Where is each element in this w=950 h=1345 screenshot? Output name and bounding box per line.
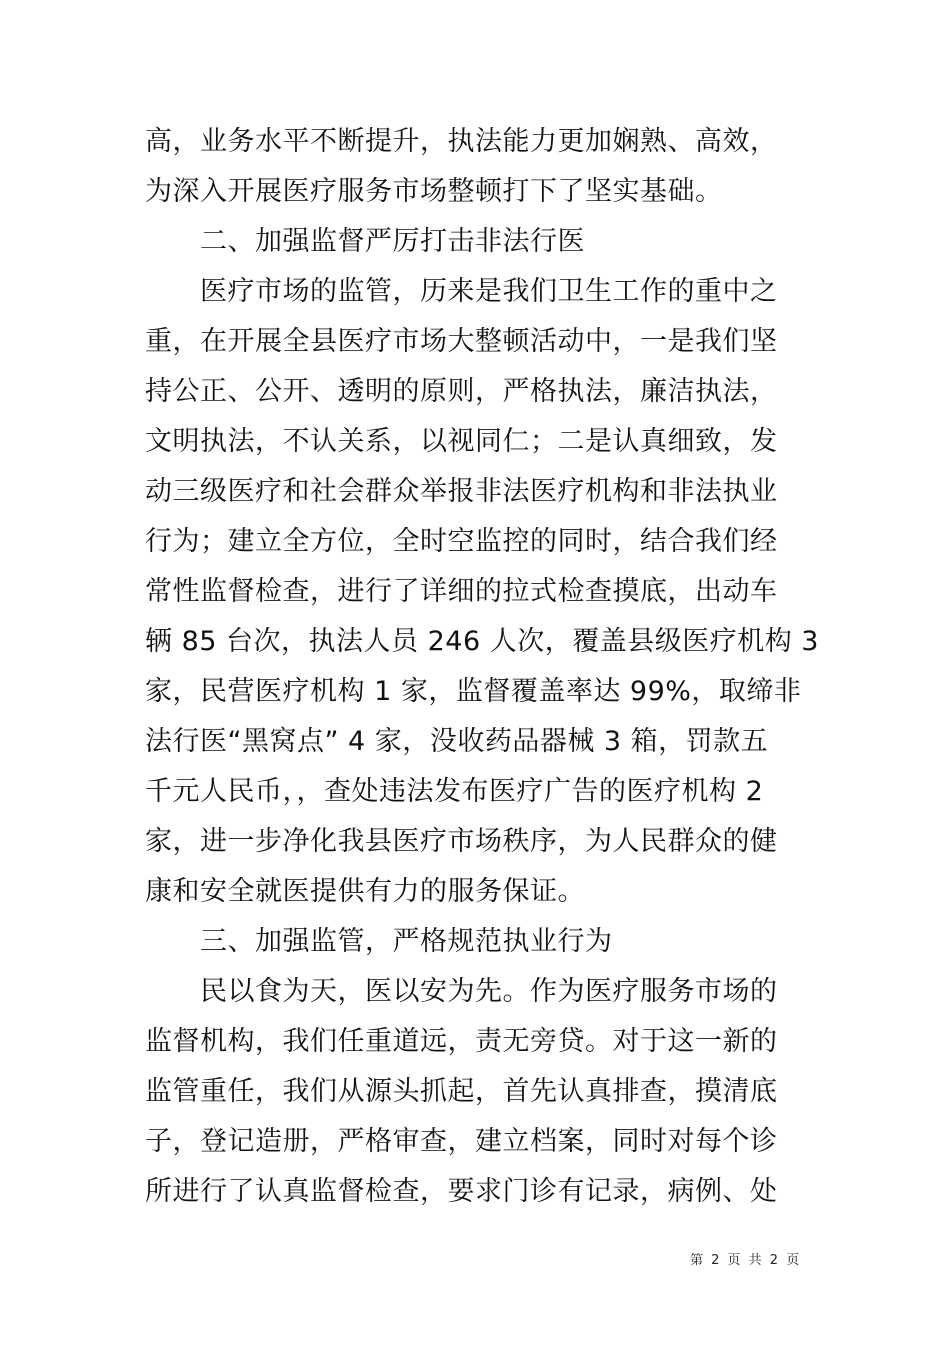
paragraph-line: 行为；建立全方位，全时空监控的同时，结合我们经 bbox=[145, 526, 778, 557]
paragraph-line: 民以食为天，医以安为先。作为医疗服务市场的 bbox=[200, 976, 778, 1007]
paragraph-line: 监督机构，我们任重道远，责无旁贷。对于这一新的 bbox=[145, 1026, 778, 1057]
page-number-footer: 第 2 页 共 2 页 bbox=[690, 1253, 802, 1268]
paragraph-line: 康和安全就医提供有力的服务保证。 bbox=[145, 876, 585, 907]
paragraph-line: 常性监督检查，进行了详细的拉式检查摸底，出动车 bbox=[145, 576, 778, 607]
paragraph-line: 所进行了认真监督检查，要求门诊有记录，病例、处 bbox=[145, 1176, 778, 1207]
paragraph-line: 家，民营医疗机构 1 家，监督覆盖率达 99%，取缔非 bbox=[145, 676, 802, 707]
paragraph-line: 动三级医疗和社会群众举报非法医疗机构和非法执业 bbox=[145, 476, 778, 507]
section-heading: 二、加强监督严厉打击非法行医 bbox=[200, 226, 585, 257]
section-heading: 三、加强监管，严格规范执业行为 bbox=[200, 926, 613, 957]
paragraph-line: 高，业务水平不断提升，执法能力更加娴熟、高效， bbox=[145, 126, 778, 157]
paragraph-line: 千元人民币，，查处违法发布医疗广告的医疗机构 2 bbox=[145, 776, 764, 807]
paragraph-line: 子，登记造册，严格审查，建立档案，同时对每个诊 bbox=[145, 1126, 778, 1157]
paragraph-line: 为深入开展医疗服务市场整顿打下了坚实基础。 bbox=[145, 176, 723, 207]
paragraph-line: 医疗市场的监管，历来是我们卫生工作的重中之 bbox=[200, 276, 778, 307]
paragraph-line: 辆 85 台次，执法人员 246 人次，覆盖县级医疗机构 3 bbox=[145, 626, 819, 657]
paragraph-line: 重，在开展全县医疗市场大整顿活动中，一是我们坚 bbox=[145, 326, 778, 357]
paragraph-line: 家，进一步净化我县医疗市场秩序，为人民群众的健 bbox=[145, 826, 778, 857]
paragraph-line: 持公正、公开、透明的原则，严格执法，廉洁执法， bbox=[145, 376, 778, 407]
paragraph-line: 法行医“黑窝点” 4 家，没收药品器械 3 箱，罚款五 bbox=[145, 726, 769, 757]
paragraph-line: 监管重任，我们从源头抓起，首先认真排查，摸清底 bbox=[145, 1076, 778, 1107]
paragraph-line: 文明执法，不认关系，以视同仁；二是认真细致，发 bbox=[145, 426, 778, 457]
